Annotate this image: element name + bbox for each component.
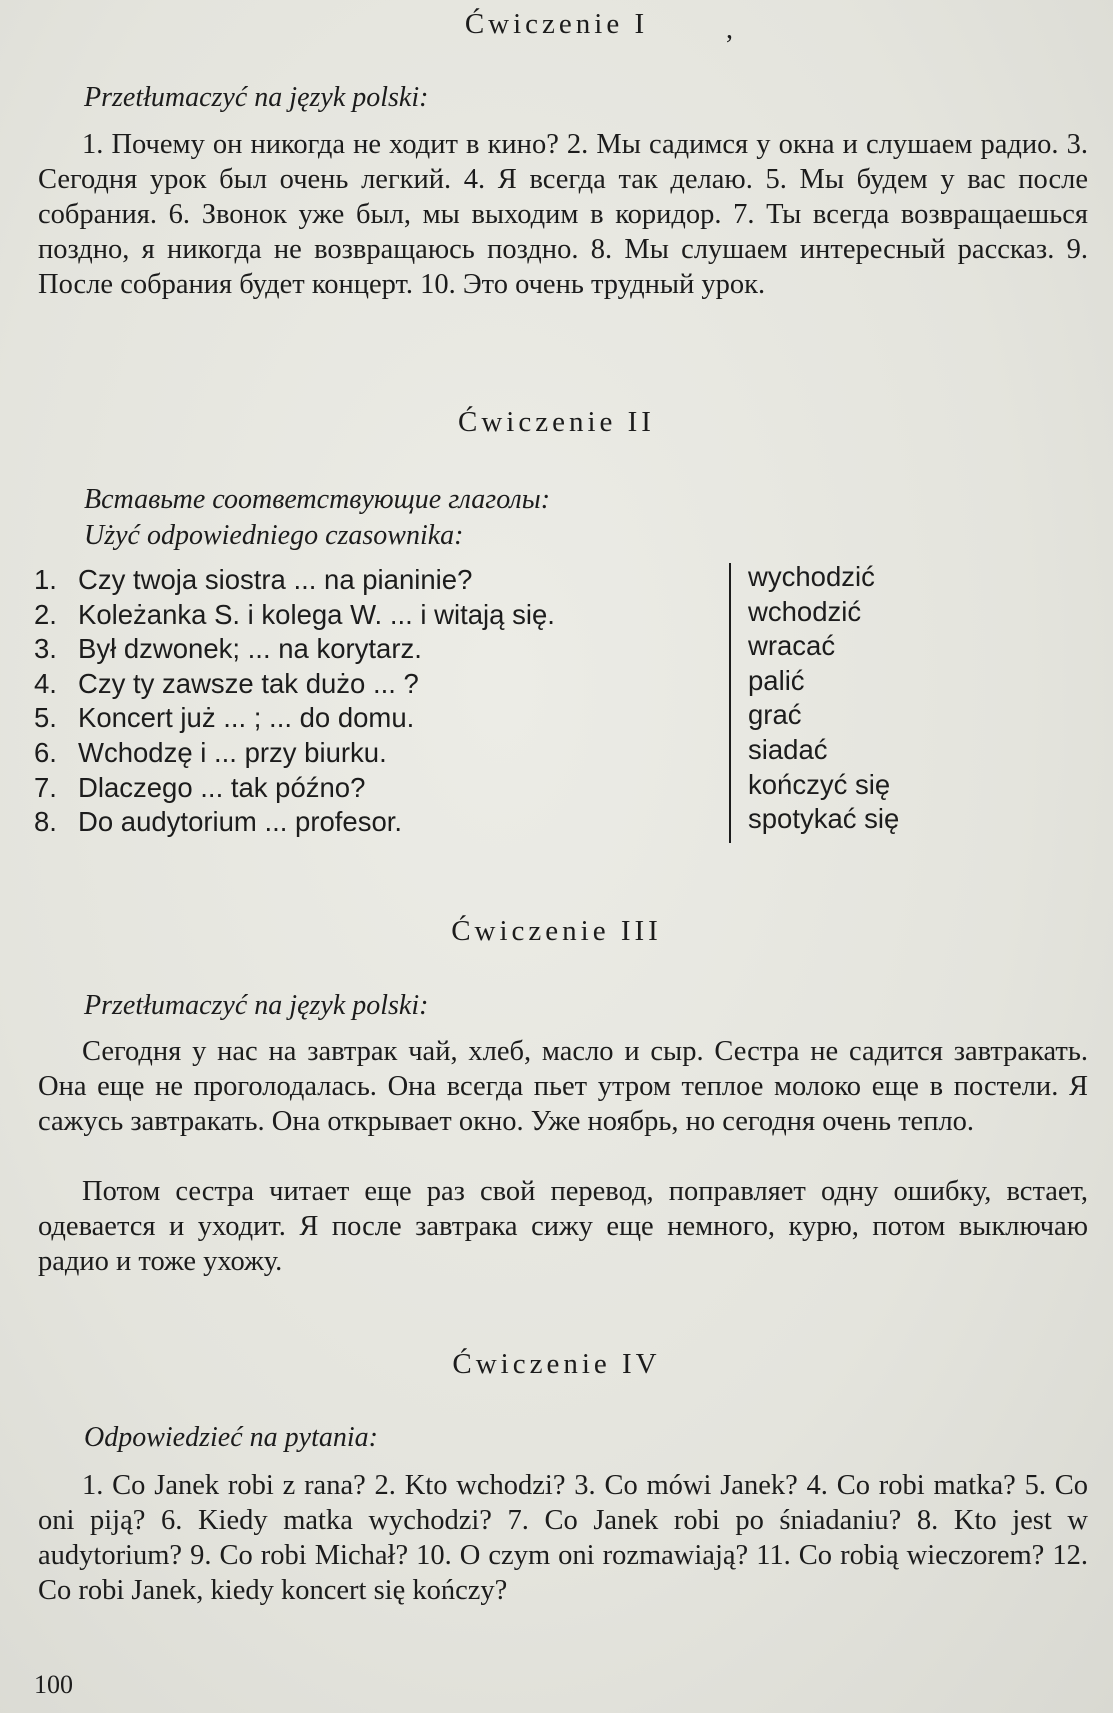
column-divider bbox=[729, 563, 731, 843]
exercise-3-heading: Ćwiczenie III bbox=[451, 915, 662, 947]
exercise-1-instruction: Przetłumaczyć na język polski: bbox=[84, 82, 429, 113]
exercise-2-instruction-pl: Użyć odpowiedniego czasownika: bbox=[84, 520, 464, 551]
exercise-3-paragraph-2: Потом сестра читает еще раз свой перевод, поправляет одну ошибку, встает, одевается и уходит. Я после завтрака сижу еще немного, курю, потом выключаю радио и тоже ухожу. bbox=[38, 1176, 1088, 1277]
exercise-4-text: 1. Co Janek robi z rana? 2. Kto wchodzi? 3. Co mówi Janek? 4. Co robi matka? 5. Co oni piją? 6. Kiedy matka wychodzi? 7. Co Janek robi po śniadaniu? 8. Kto jest w audytorium? 9. Co robi Michał? 10. O czym oni rozmawiają? 11. Co robią wieczorem? 12. Co robi Janek, kiedy koncert się kończy? bbox=[38, 1470, 1088, 1606]
list-item: 1. Czy twoja siostra ... na pianinie? bbox=[34, 564, 473, 595]
list-item: 5. Koncert już ... ; ... do domu. bbox=[34, 702, 415, 734]
exercise-4-heading: Ćwiczenie IV bbox=[452, 1348, 661, 1380]
verb-item: spotykać się bbox=[748, 803, 900, 835]
page-number: 100 bbox=[34, 1670, 73, 1699]
stray-mark: , bbox=[726, 14, 733, 45]
exercise-2-heading: Ćwiczenie II bbox=[458, 406, 655, 438]
exercise-3-paragraph-1: Сегодня у нас на завтрак чай, хлеб, масло и сыр. Сестра не садится завтракать. Она еще не проголодалась. Она всегда пьет утром теплое молоко еще в постели. Я сажусь завтракать. Она открывает окно. Уже ноябрь, но сегодня очень тепло. bbox=[38, 1036, 1088, 1137]
list-item: 8. Do audytorium ... profesor. bbox=[34, 806, 403, 838]
verb-item: siadać bbox=[748, 733, 828, 765]
list-item: 4. Czy ty zawsze tak dużo ... ? bbox=[34, 667, 419, 699]
verb-item: wchodzić bbox=[748, 595, 862, 627]
exercise-2-instruction-ru: Вставьте соответствующие глаголы: bbox=[84, 484, 551, 515]
list-item: 3. Był dzwonek; ... na korytarz. bbox=[34, 633, 422, 665]
list-item: 6. Wchodzę i ... przy biurku. bbox=[34, 736, 387, 768]
exercise-1-text: 1. Почему он никогда не ходит в кино? 2. Мы садимся у окна и слушаем радио. 3. Сегодня урок был очень легкий. 4. Я всегда так делаю. 5. Мы будем у вас после собрания. 6. Звонок уже был, мы выходим в коридор. 7. Ты всегда возвращаешься поздно, я никогда не возвращаюсь поздно. 8. Мы слушаем интересный рассказ. 9. После собрания будет концерт. 10. Это очень трудный урок. bbox=[38, 129, 1088, 300]
verb-item: wracać bbox=[748, 630, 836, 662]
verb-item: grać bbox=[748, 699, 802, 731]
verb-item: palić bbox=[748, 664, 805, 696]
exercise-2-sentences bbox=[34, 563, 724, 840]
verb-item: kończyć się bbox=[748, 768, 891, 800]
list-item: 2. Koleżanka S. i kolega W. ... i witają się. bbox=[34, 598, 555, 630]
exercise-2-verb-list bbox=[748, 560, 899, 837]
exercise-3-instruction: Przetłumaczyć na język polski: bbox=[84, 990, 429, 1021]
exercise-1-heading: Ćwiczenie I bbox=[464, 8, 649, 40]
list-item: 7. Dlaczego ... tak późno? bbox=[34, 771, 366, 803]
exercise-4-instruction: Odpowiedzieć na pytania: bbox=[84, 1422, 378, 1453]
verb-item: wychodzić bbox=[748, 561, 875, 592]
